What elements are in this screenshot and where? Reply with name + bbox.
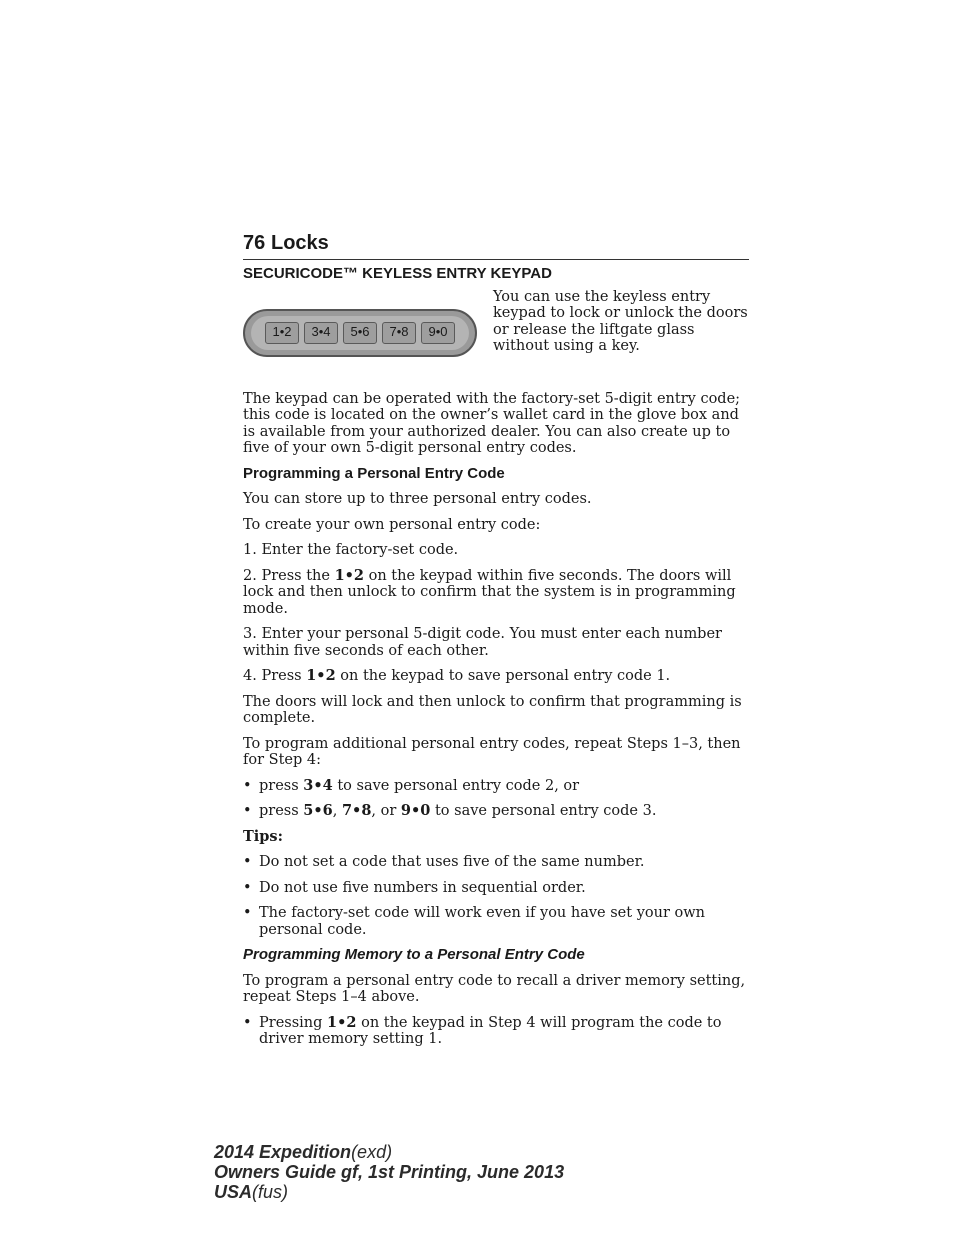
header-rule xyxy=(243,259,749,260)
keypad-key-3-4: 3•4 xyxy=(304,322,338,344)
tip-item: • Do not set a code that uses five of the same number. xyxy=(243,854,749,871)
subheading-memory: Programming Memory to a Personal Entry Code xyxy=(243,946,585,963)
keypad-key-1-2: 1•2 xyxy=(265,322,299,344)
intro-paragraph: You can use the keyless entry keypad to lock or unlock the doors or release the liftgate glass without using a key. xyxy=(493,288,748,354)
page-header xyxy=(243,232,749,260)
page-number: 76 xyxy=(243,232,266,254)
keypad-illustration xyxy=(243,309,477,357)
keypad-key-7-8: 7•8 xyxy=(382,322,416,344)
bullet-memory: • Pressing 1•2 on the keypad in Step 4 will program the code to driver memory setting 1. xyxy=(243,1015,749,1048)
step-2: 2. Press the 1•2 on the keypad within five seconds. The doors will lock and then unlock to confirm that the system is in programming mode. xyxy=(243,566,736,617)
complete-paragraph: The doors will lock and then unlock to confirm that programming is complete. xyxy=(243,693,742,726)
tip-item: • Do not use five numbers in sequential order. xyxy=(243,880,749,897)
tips-label: Tips: xyxy=(243,827,283,845)
factory-code-paragraph: The keypad can be operated with the factory-set 5-digit entry code; this code is located on the owner’s wallet card in the glove box and is available from your authorized dealer. You can also create up to five of your own 5-digit personal entry codes. xyxy=(243,390,741,456)
subheading-personal-code: Programming a Personal Entry Code xyxy=(243,464,505,482)
section-heading: SECURICODE™ KEYLESS ENTRY KEYPAD xyxy=(243,265,552,282)
page-footer xyxy=(214,1142,564,1202)
keypad-figure-block xyxy=(243,289,749,382)
page-content xyxy=(243,266,749,1048)
step-1: 1. Enter the factory-set code. xyxy=(243,542,459,558)
footer-line-1: 2014 Expedition(exd) xyxy=(214,1142,393,1162)
keypad-buttons xyxy=(251,316,469,350)
footer-line-3: USA(fus) xyxy=(214,1182,289,1202)
bullet-code-3: • press 5•6, 7•8, or 9•0 to save personal entry code 3. xyxy=(243,803,749,820)
keypad-key-9-0: 9•0 xyxy=(421,322,455,344)
footer-line-2: Owners Guide gf, 1st Printing, June 2013 xyxy=(214,1162,565,1182)
bullet-code-2: • press 3•4 to save personal entry code 2, or xyxy=(243,778,749,795)
tip-item: • The factory-set code will work even if you have set your own personal code. xyxy=(243,905,749,938)
store-paragraph: You can store up to three personal entry codes. xyxy=(243,491,592,507)
section-title: Locks xyxy=(271,232,329,254)
additional-paragraph: To program additional personal entry codes, repeat Steps 1–3, then for Step 4: xyxy=(243,735,741,768)
create-paragraph: To create your own personal entry code: xyxy=(243,516,541,533)
step-3: 3. Enter your personal 5-digit code. You must enter each number within five seconds of each other. xyxy=(243,626,722,659)
step-4: 4. Press 1•2 on the keypad to save personal entry code 1. xyxy=(243,667,671,684)
keypad-key-5-6: 5•6 xyxy=(343,322,377,344)
memory-paragraph: To program a personal entry code to recall a driver memory setting, repeat Steps 1–4 above. xyxy=(243,972,746,1005)
